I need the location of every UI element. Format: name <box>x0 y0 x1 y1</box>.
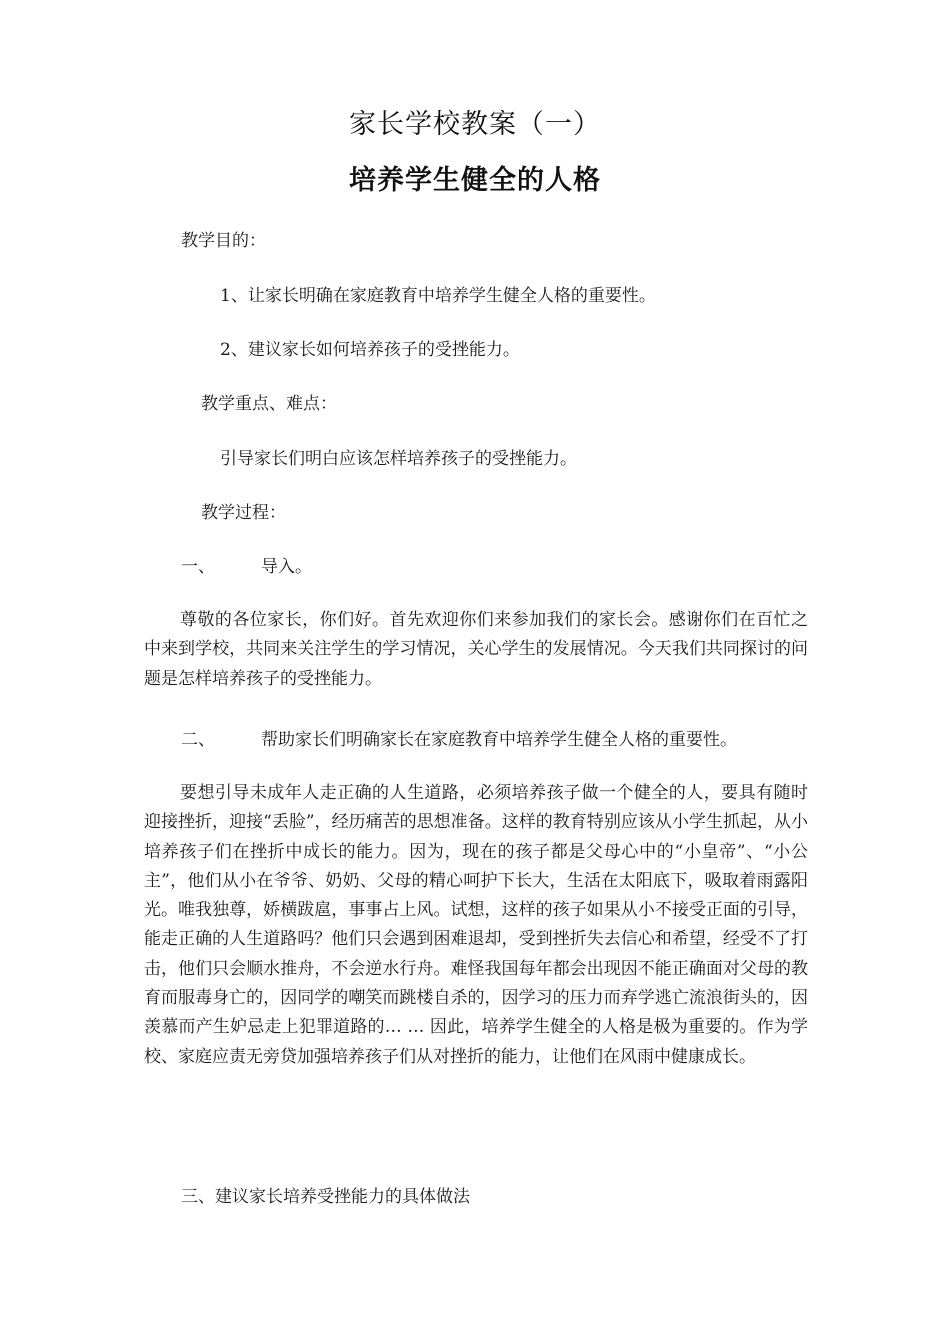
objective-item-2: 2、建议家长如何培养孩子的受挫能力。 <box>220 340 520 360</box>
objectives-heading: 教学目的： <box>181 231 266 251</box>
key-points-heading: 教学重点、难点： <box>201 394 337 414</box>
section-1-title: 导入。 <box>261 557 312 577</box>
key-points-text: 引导家长们明白应该怎样培养孩子的受挫能力。 <box>220 449 577 469</box>
section-2-number: 二、 <box>181 730 215 750</box>
objective-item-1: 1、让家长明确在家庭教育中培养学生健全人格的重要性。 <box>220 286 656 306</box>
section-2-heading <box>181 729 737 751</box>
document-title: 家长学校教案（一） <box>349 109 601 140</box>
paragraph-1: 尊敬的各位家长，你们好。首先欢迎你们来参加我们的家长会。感谢你们在百忙之中来到学校，共同来关注学生的学习情况，关心学生的发展情况。今天我们共同探讨的问题是怎样培养孩子的受挫能力。 <box>144 610 808 689</box>
section-1-number: 一、 <box>181 557 215 577</box>
paragraph-2: 要想引导未成年人走正确的人生道路，必须培养孩子做一个健全的人，要具有随时迎接挫折，迎接“丢脸”，经历痛苦的思想准备。这样的教育特别应该从小学生抓起，从小培养孩子们在挫折中成长的能力。因为，现在的孩子都是父母心中的“小皇帝”、“小公主”，他们从小在爷爷、奶奶、父母的精心呵护下长大，生活在太阳底下，吸取着雨露阳光。唯我独尊，娇横跋扈，事事占上风。试想，这样的孩子如果从小不接受正面的引导，能走正确的人生道路吗？他们只会遇到困难退却，受到挫折失去信心和希望，经受不了打击，他们只会顺水推舟，不会逆水行舟。难怪我国每年都会出现因不能正确面对父母的教育而服毒身亡的，因同学的嘲笑而跳楼自杀的，因学习的压力而弃学逃亡流浪街头的，因羡慕而产生妒忌走上犯罪道路的… … 因此，培养学生健全的人格是极为重要的。作为学校、家庭应责无旁贷加强培养孩子们从对挫折的能力，让他们在风雨中健康成长。 <box>144 783 808 1067</box>
document-subtitle: 培养学生健全的人格 <box>349 165 601 196</box>
process-heading: 教学过程： <box>201 503 286 523</box>
section-2-title: 帮助家长们明确家长在家庭教育中培养学生健全人格的重要性。 <box>261 730 737 750</box>
section-1-heading <box>181 556 312 578</box>
section-3-heading: 三、建议家长培养受挫能力的具体做法 <box>181 1187 470 1207</box>
